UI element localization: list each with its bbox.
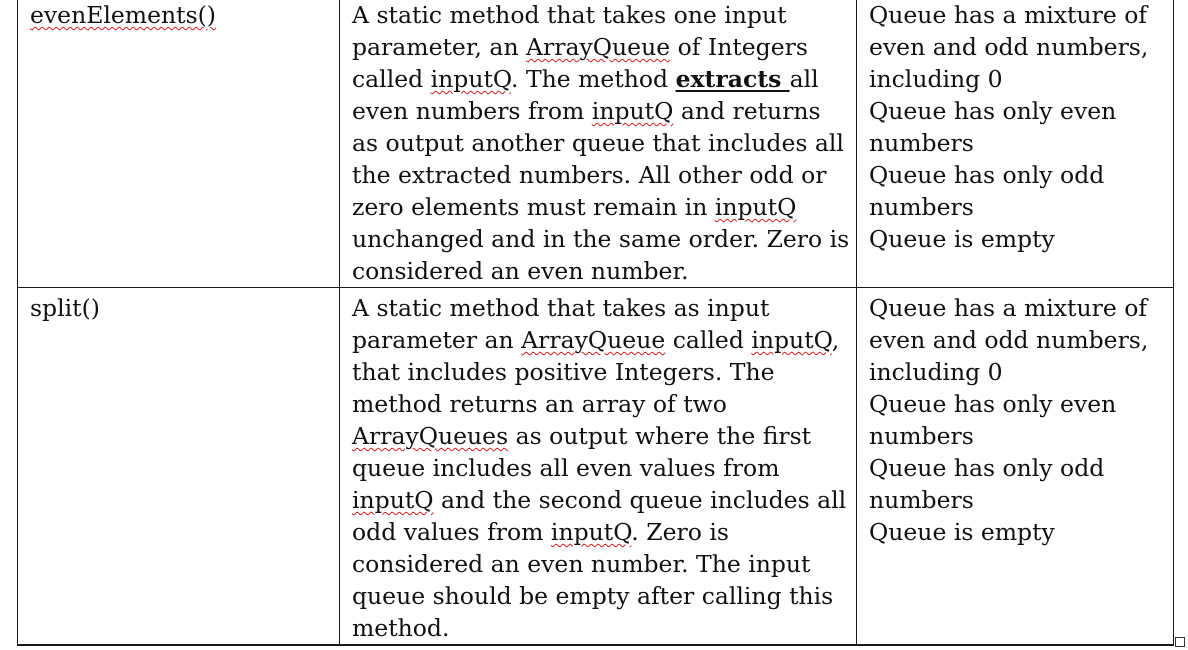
description-cell (340, 288, 857, 646)
table-row (18, 288, 1174, 646)
test-case: Queue has only odd numbers (869, 454, 1105, 514)
description-text: . Zero is considered an even number. The input queue should be empty after calling this method. (352, 518, 834, 642)
description-text: and the second queue includes all odd values from (352, 486, 847, 546)
test-cases-cell (857, 288, 1174, 646)
test-case: Queue has only odd numbers (869, 161, 1105, 221)
table-row (18, 0, 1174, 288)
table-resize-handle[interactable] (1175, 637, 1185, 647)
flagged-word: inputQ (751, 326, 832, 354)
flagged-word: inputQ (591, 97, 674, 125)
description-text: all even numbers from (352, 65, 819, 125)
flagged-word: inputQ (550, 518, 632, 546)
test-case: Queue has only even numbers (869, 97, 1117, 157)
flagged-word: ArrayQueues (352, 422, 509, 450)
method-name: evenElements() (30, 1, 216, 29)
emphasized-text: extracts (675, 65, 790, 93)
description-text: called (665, 326, 752, 354)
test-case: Queue has only even numbers (869, 390, 1117, 450)
flagged-word: inputQ (352, 486, 434, 514)
test-case: Queue is empty (869, 225, 1055, 253)
flagged-word: inputQ (714, 193, 797, 221)
test-cases-cell (857, 0, 1174, 288)
description-text: as output where the first queue includes all even values from (352, 422, 812, 482)
description-text: A static method that takes one input parameter, an (352, 1, 787, 61)
description-text: A static method that takes as input parameter an (352, 294, 770, 354)
description-text: and returns as output another queue that includes all the extracted numbers. All other odd or zero elements must remain in (352, 97, 844, 221)
method-name-cell (18, 0, 340, 288)
description-text: . The method (511, 65, 676, 93)
test-case: Queue has a mixture of even and odd numbers, including 0 (869, 1, 1149, 93)
description-text: of Integers called (352, 33, 808, 93)
test-case: Queue is empty (869, 518, 1055, 546)
method-name-cell (18, 288, 340, 646)
method-name: split() (30, 294, 100, 322)
description-cell (340, 0, 857, 288)
method-spec-table (17, 0, 1174, 646)
table-body (18, 0, 1174, 645)
description-text: unchanged and in the same order. Zero is considered an even number. (352, 225, 850, 285)
test-case: Queue has a mixture of even and odd numbers, including 0 (869, 294, 1149, 386)
flagged-word: ArrayQueue (521, 326, 666, 354)
flagged-word: ArrayQueue (526, 33, 671, 61)
flagged-word: inputQ (430, 65, 511, 93)
description-text: , that includes positive Integers. The method returns an array of two (352, 326, 840, 418)
